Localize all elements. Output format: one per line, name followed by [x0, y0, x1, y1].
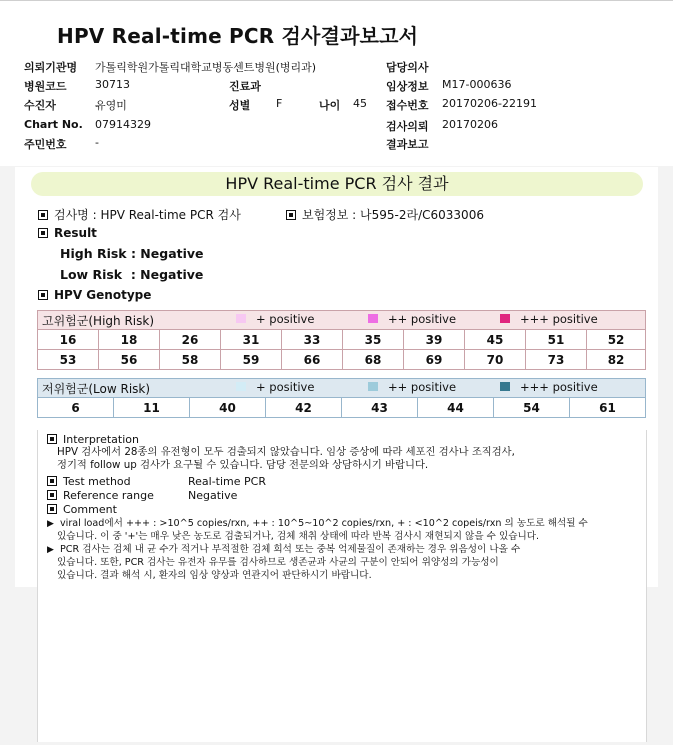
genotype-cell: 45	[465, 330, 526, 350]
test-name: 검사명 : HPV Real-time PCR 검사	[38, 206, 241, 223]
test-method-value: Real-time PCR	[188, 475, 266, 488]
comment-line-1: viral load에서 +++ : >10^5 copies/rxn, ++ : 10^5~10^2 copies/rxn, + : <10^2 copeis/rxn 의 농도로 해석될 수	[60, 518, 588, 529]
legend-swatch	[500, 314, 510, 323]
low-legend-plus-plus-plus: +++ positive	[500, 380, 598, 394]
triangle-bullet-icon: ▶	[47, 519, 54, 529]
comment-heading: Comment	[47, 503, 117, 516]
high-legend-plus: + positive	[236, 312, 314, 326]
info-value-institution: 가톨릭학원가톨릭대학교병동센트병원(병리과)	[95, 61, 317, 74]
info-label-resident-no: 주민번호	[24, 138, 67, 151]
info-value-chart-no: 07914329	[95, 118, 151, 131]
info-value-request-date: 20170206	[442, 118, 498, 131]
genotype-cell: 58	[160, 350, 221, 370]
genotype-cell: 52	[587, 330, 646, 350]
info-value-receipt-no: 20170206-22191	[442, 97, 537, 110]
info-label-receipt-no: 접수번호	[386, 99, 429, 112]
high-risk-result: High Risk : Negative	[60, 246, 204, 261]
genotype-cell: 61	[570, 398, 646, 418]
comment-line-3: PCR 검사는 검체 내 균 수가 적거나 부적절한 검체 희석 또는 중복 억제물질이 존재하는 경우 위음성이 나올 수	[60, 544, 521, 555]
legend-swatch	[368, 314, 378, 323]
genotype-cell: 31	[221, 330, 282, 350]
high-risk-row-2	[38, 350, 646, 370]
high-legend-plus-plus-plus: +++ positive	[500, 312, 598, 326]
genotype-cell: 6	[38, 398, 114, 418]
square-bullet-icon	[38, 290, 48, 300]
genotype-cell: 42	[266, 398, 342, 418]
legend-swatch	[236, 382, 246, 391]
square-bullet-icon	[47, 504, 57, 514]
info-label-hospital-code: 병원코드	[24, 80, 67, 93]
reference-range-label: Reference range	[47, 489, 154, 502]
comment-line-2: 있습니다. 이 중 '+'는 매우 낮은 농도로 검출되거나, 검체 채취 상태에 따라 반복 검사시 재현되지 않을 수 있습니다.	[57, 531, 540, 542]
insurance-info: 보험정보 : 나595-2라/C6033006	[286, 206, 484, 223]
info-value-hospital-code: 30713	[95, 78, 130, 91]
square-bullet-icon	[47, 476, 57, 486]
info-value-resident-no: -	[95, 136, 99, 149]
genotype-cell: 53	[38, 350, 99, 370]
test-method-label: Test method	[47, 475, 131, 488]
interpretation-line-2: 정기적 follow up 검사가 요구될 수 있습니다. 담당 전문의와 상담하시기 바랍니다.	[57, 459, 429, 471]
square-bullet-icon	[286, 210, 296, 220]
genotype-cell: 40	[190, 398, 266, 418]
info-label-report-date: 결과보고	[386, 138, 429, 151]
genotype-cell: 26	[160, 330, 221, 350]
low-legend-plus: + positive	[236, 380, 314, 394]
genotype-cell: 33	[282, 330, 343, 350]
square-bullet-icon	[38, 210, 48, 220]
low-risk-result: Low Risk : Negative	[60, 267, 204, 282]
genotype-cell: 69	[404, 350, 465, 370]
comment-line-5: 있습니다. 결과 해석 시, 환자의 임상 양상과 연관지어 판단하시기 바랍니다.	[57, 570, 372, 581]
info-value-sex: F	[276, 97, 283, 110]
genotype-cell: 82	[587, 350, 646, 370]
low-risk-row-1	[38, 398, 646, 418]
genotype-cell: 43	[342, 398, 418, 418]
section-title: HPV Real-time PCR 검사 결과	[31, 172, 643, 196]
high-risk-label: 고위험군(High Risk)	[42, 313, 154, 328]
genotype-cell: 66	[282, 350, 343, 370]
info-label-request-date: 검사의뢰	[386, 120, 429, 133]
legend-swatch	[236, 314, 246, 323]
genotype-cell: 70	[465, 350, 526, 370]
genotype-cell: 54	[494, 398, 570, 418]
legend-swatch	[500, 382, 510, 391]
triangle-bullet-icon: ▶	[47, 545, 54, 555]
comment-line-4: 있습니다. 또한, PCR 검사는 유전자 유무를 검사하므로 생존균과 사균의 구분이 안되어 위양성의 가능성이	[57, 557, 499, 568]
info-label-patient: 수진자	[24, 99, 56, 112]
info-value-clinical-info: M17-000636	[442, 78, 512, 91]
genotype-cell: 51	[526, 330, 587, 350]
interpretation-heading: Interpretation	[47, 433, 139, 446]
result-heading: Result	[38, 226, 97, 240]
interpretation-line-1: HPV 검사에서 28종의 유전형이 모두 검출되지 않았습니다. 임상 증상에 따라 세포진 검사나 조직검사,	[57, 446, 515, 458]
genotype-cell: 18	[99, 330, 160, 350]
reference-range-value: Negative	[188, 489, 238, 502]
genotype-cell: 39	[404, 330, 465, 350]
low-legend-plus-plus: ++ positive	[368, 380, 456, 394]
high-legend-plus-plus: ++ positive	[368, 312, 456, 326]
genotype-cell: 56	[99, 350, 160, 370]
info-label-chart-no: Chart No.	[24, 118, 83, 131]
info-label-department: 진료과	[229, 80, 261, 93]
info-label-institution: 의뢰기관명	[24, 61, 78, 74]
genotype-cell: 16	[38, 330, 99, 350]
square-bullet-icon	[47, 434, 57, 444]
genotype-cell: 11	[114, 398, 190, 418]
genotype-cell: 35	[343, 330, 404, 350]
square-bullet-icon	[47, 490, 57, 500]
info-label-sex: 성별	[229, 99, 251, 112]
legend-swatch	[368, 382, 378, 391]
square-bullet-icon	[38, 228, 48, 238]
info-label-age: 나이	[319, 99, 341, 112]
report-title: HPV Real-time PCR 검사결과보고서	[57, 24, 419, 48]
info-value-age: 45	[353, 97, 367, 110]
info-label-clinical-info: 임상정보	[386, 80, 429, 93]
genotype-cell: 73	[526, 350, 587, 370]
low-risk-label: 저위험군(Low Risk)	[42, 381, 151, 396]
genotype-cell: 68	[343, 350, 404, 370]
genotype-cell: 59	[221, 350, 282, 370]
genotype-cell: 44	[418, 398, 494, 418]
info-label-doctor: 담당의사	[386, 61, 429, 74]
info-value-patient: 유영미	[95, 99, 127, 112]
high-risk-row-1	[38, 330, 646, 350]
genotype-heading: HPV Genotype	[38, 288, 151, 302]
